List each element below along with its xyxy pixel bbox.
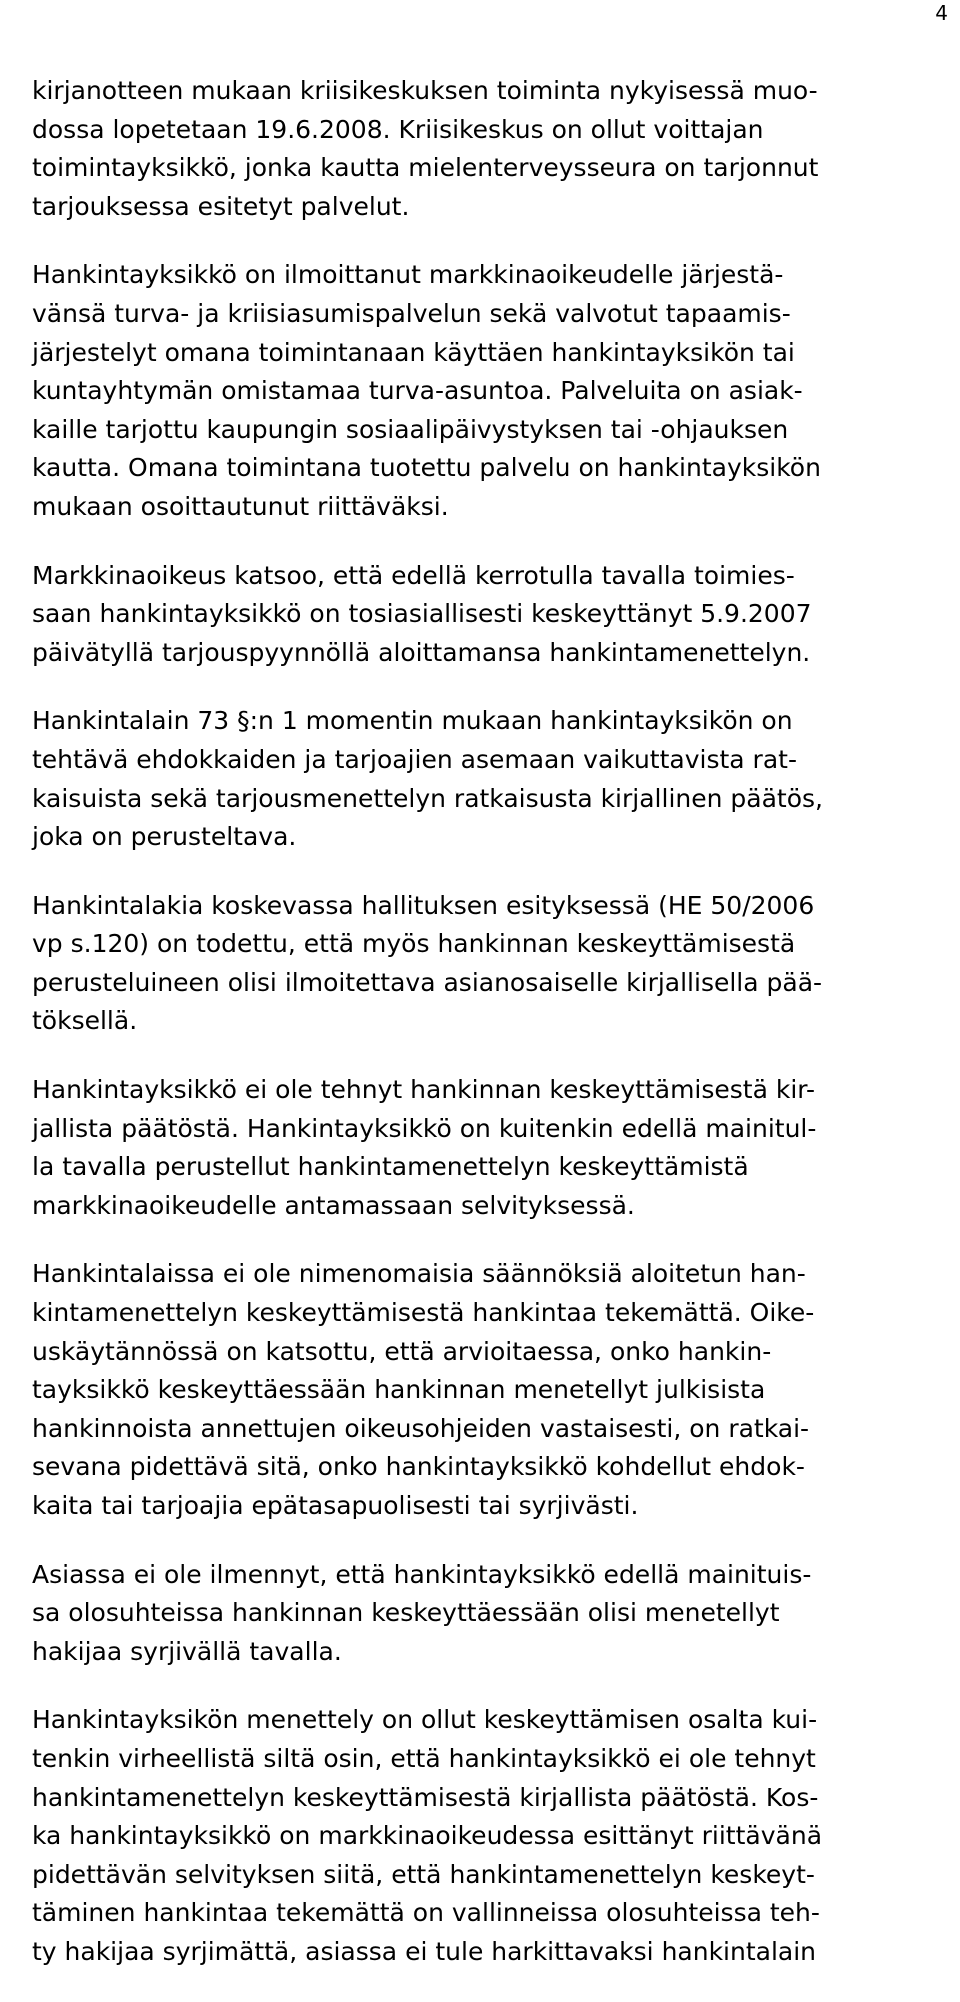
- text-line: kaisuista sekä tarjousmenettelyn ratkaisusta kirjallinen päätös,: [32, 783, 823, 813]
- text-line: kautta. Omana toimintana tuotettu palvelu on hankintayksikön: [32, 453, 821, 483]
- paragraph: [32, 72, 942, 226]
- text-line: Markkinaoikeus katsoo, että edellä kerrotulla tavalla toimies-: [32, 560, 795, 590]
- text-line: järjestelyt omana toimintanaan käyttäen hankintayksikön tai: [32, 337, 795, 367]
- paragraph: [32, 256, 942, 526]
- text-line: tenkin virheellistä siltä osin, että hankintayksikkö ei ole tehnyt: [32, 1743, 816, 1773]
- text-line: toimintayksikkö, jonka kautta mielenterveysseura on tarjonnut: [32, 153, 819, 183]
- text-line: mukaan osoittautunut riittäväksi.: [32, 491, 449, 521]
- text-line: täminen hankintaa tekemättä on vallinneissa olosuhteissa teh-: [32, 1898, 820, 1928]
- text-line: Hankintayksikkö ei ole tehnyt hankinnan keskeyttämisestä kir-: [32, 1075, 815, 1105]
- paragraph: [32, 887, 942, 1041]
- text-line: sa olosuhteissa hankinnan keskeyttäessään olisi menetellyt: [32, 1598, 780, 1628]
- text-line: kaille tarjottu kaupungin sosiaalipäivystyksen tai -ohjauksen: [32, 414, 789, 444]
- text-line: joka on perusteltava.: [32, 822, 297, 852]
- text-line: sevana pidettävä sitä, onko hankintayksikkö kohdellut ehdok-: [32, 1452, 805, 1482]
- text-line: saan hankintayksikkö on tosiasiallisesti keskeyttänyt 5.9.2007: [32, 599, 812, 629]
- page-number: 4: [935, 1, 948, 25]
- paragraph: [32, 1556, 942, 1672]
- text-line: päivätyllä tarjouspyynnöllä aloittamansa hankintamenettelyn.: [32, 637, 811, 667]
- text-line: Hankintalakia koskevassa hallituksen esityksessä (HE 50/2006: [32, 890, 815, 920]
- text-line: markkinaoikeudelle antamassaan selvityksessä.: [32, 1190, 635, 1220]
- text-line: perusteluineen olisi ilmoitettava asianosaiselle kirjallisella pää-: [32, 967, 823, 997]
- text-line: hakijaa syrjivällä tavalla.: [32, 1636, 342, 1666]
- text-line: ty hakijaa syrjimättä, asiassa ei tule harkittavaksi hankintalain: [32, 1936, 817, 1966]
- text-line: kirjanotteen mukaan kriisikeskuksen toiminta nykyisessä muo-: [32, 76, 818, 105]
- text-line: tarjouksessa esitetyt palvelut.: [32, 191, 410, 221]
- text-line: kintamenettelyn keskeyttämisestä hankintaa tekemättä. Oike-: [32, 1298, 815, 1328]
- text-line: tayksikkö keskeyttäessään hankinnan menetellyt julkisista: [32, 1375, 766, 1405]
- text-line: töksellä.: [32, 1006, 138, 1036]
- text-line: Hankintalain 73 §:n 1 momentin mukaan hankintayksikön on: [32, 706, 793, 736]
- document-body: [32, 72, 942, 2002]
- text-line: dossa lopetetaan 19.6.2008. Kriisikeskus on ollut voittajan: [32, 114, 764, 144]
- text-line: kuntayhtymän omistamaa turva-asuntoa. Palveluita on asiak-: [32, 376, 803, 406]
- text-line: Hankintayksikkö on ilmoittanut markkinaoikeudelle järjestä-: [32, 260, 784, 290]
- text-line: hankinnoista annettujen oikeusohjeiden vastaisesti, on ratkai-: [32, 1413, 810, 1443]
- text-line: la tavalla perustellut hankintamenettelyn keskeyttämistä: [32, 1152, 749, 1182]
- paragraph: [32, 1071, 942, 1225]
- text-line: jallista päätöstä. Hankintayksikkö on kuitenkin edellä mainitul-: [32, 1113, 817, 1143]
- text-line: vänsä turva- ja kriisiasumispalvelun sekä valvotut tapaamis-: [32, 298, 791, 328]
- text-line: Hankintayksikön menettely on ollut keskeyttämisen osalta kui-: [32, 1705, 818, 1735]
- paragraph: [32, 702, 942, 856]
- text-line: tehtävä ehdokkaiden ja tarjoajien asemaan vaikuttavista rat-: [32, 744, 797, 774]
- text-line: vp s.120) on todettu, että myös hankinnan keskeyttämisestä: [32, 929, 796, 959]
- paragraph: [32, 1701, 942, 1971]
- text-line: Hankintalaissa ei ole nimenomaisia säännöksiä aloitetun han-: [32, 1259, 806, 1289]
- text-line: hankintamenettelyn keskeyttämisestä kirjallista päätöstä. Kos-: [32, 1782, 819, 1812]
- paragraph: [32, 1255, 942, 1525]
- paragraph: [32, 557, 942, 673]
- text-line: Asiassa ei ole ilmennyt, että hankintayksikkö edellä mainituis-: [32, 1559, 812, 1589]
- text-line: uskäytännössä on katsottu, että arvioitaessa, onko hankin-: [32, 1336, 772, 1366]
- text-line: kaita tai tarjoajia epätasapuolisesti tai syrjivästi.: [32, 1491, 639, 1520]
- text-line: pidettävän selvityksen siitä, että hankintamenettelyn keskeyt-: [32, 1859, 815, 1889]
- text-line: ka hankintayksikkö on markkinaoikeudessa esittänyt riittävänä: [32, 1821, 823, 1851]
